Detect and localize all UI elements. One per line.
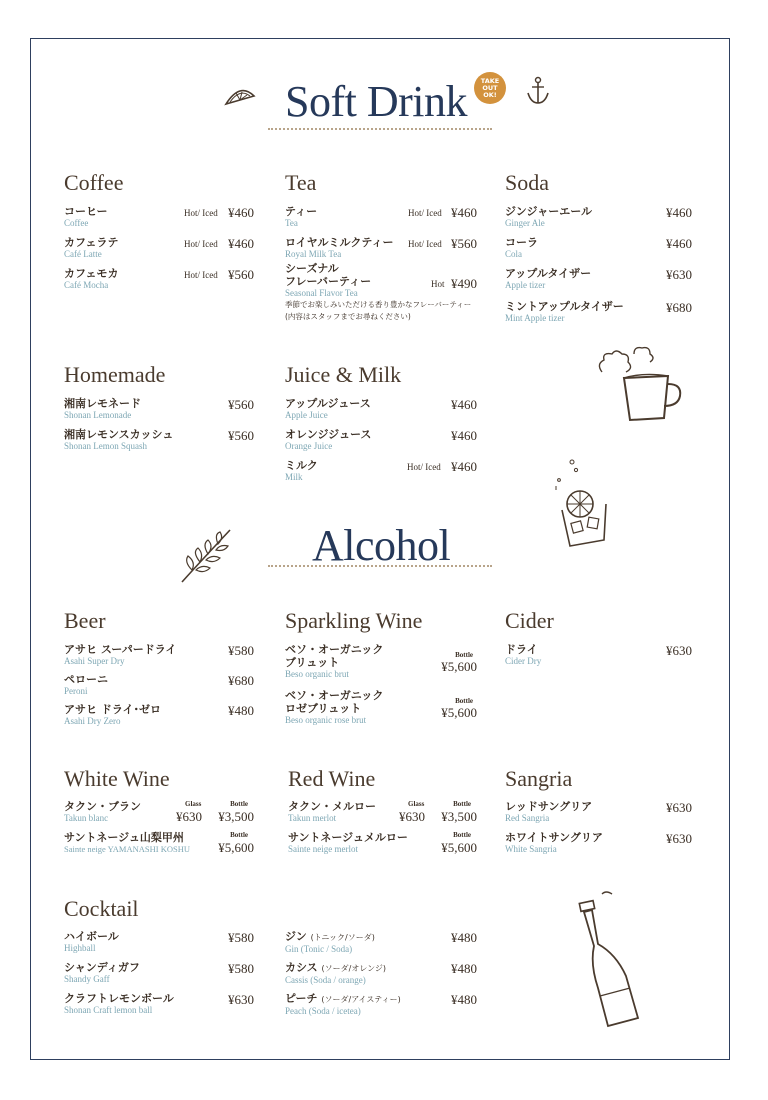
item-name: アサヒ ドライ･ゼロ — [64, 703, 161, 716]
item-english: Sainte neige merlot — [288, 844, 358, 854]
item-price: ¥480 — [451, 930, 477, 945]
glass-label: Glass — [185, 800, 202, 808]
item-name: コーヒー — [64, 205, 108, 218]
item-note: (内容はスタッフまでお尋ねください) — [285, 312, 411, 321]
bottle-price: ¥5,600 — [441, 840, 477, 855]
item-price: ¥5,600 — [441, 659, 477, 674]
item-price: ¥630 — [666, 643, 692, 658]
soda-heading: Soda — [505, 170, 549, 195]
bottle-price: ¥3,500 — [441, 809, 477, 824]
item-name: タクン・メルロー — [288, 800, 376, 813]
item-variant: (ソーダ/オレンジ) — [321, 964, 387, 973]
item-price: ¥460 — [666, 236, 692, 251]
item-english: Sainte neige YAMANASHI KOSHU — [64, 844, 190, 854]
menu-item — [285, 397, 477, 428]
item-english: Red Sangria — [505, 813, 550, 823]
item-name: クラフトレモンボール — [64, 992, 174, 1005]
item-name-line2: ロゼブリュット — [285, 702, 362, 715]
item-name: シーズナル — [285, 262, 339, 275]
item-english: Beso organic rose brut — [285, 715, 367, 725]
item-option: Hot/ Iced — [407, 462, 441, 472]
white-wine-heading: White Wine — [64, 766, 170, 791]
cocktail-list-left — [64, 930, 254, 1023]
item-name: ベソ・オーガニック — [285, 643, 384, 656]
mug-icon — [594, 344, 690, 424]
cocktail-list-right — [285, 930, 477, 1023]
soft-drink-divider — [268, 128, 492, 130]
item-price: ¥5,600 — [441, 705, 477, 720]
menu-item — [285, 459, 477, 490]
menu-item — [285, 643, 477, 689]
bottle-label: Bottle — [455, 651, 473, 659]
menu-item — [505, 267, 692, 300]
herb-branch-icon — [178, 526, 236, 584]
lemon-slice-icon — [222, 84, 258, 112]
menu-item — [285, 205, 477, 236]
item-name: カフェラテ — [64, 236, 119, 249]
menu-item — [64, 267, 254, 298]
menu-item — [288, 800, 477, 831]
item-name: アップルタイザー — [505, 267, 592, 280]
menu-item — [64, 643, 254, 673]
item-price: ¥460 — [451, 205, 477, 220]
item-name: コーラ — [505, 236, 538, 249]
item-name: タクン・ブラン — [64, 800, 141, 813]
item-english: Seasonal Flavor Tea — [285, 288, 358, 298]
alcohol-divider — [268, 565, 492, 567]
item-option: Hot/ Iced — [408, 239, 442, 249]
item-price: ¥460 — [451, 397, 477, 412]
item-english: Asahi Super Dry — [64, 656, 125, 666]
item-english: Peach (Soda / icetea) — [285, 1006, 361, 1016]
cocktail-heading: Cocktail — [64, 896, 139, 921]
item-price: ¥460 — [451, 428, 477, 443]
item-name: ベソ・オーガニック — [285, 689, 384, 702]
menu-item — [288, 831, 477, 862]
item-option: Hot/ Iced — [408, 208, 442, 218]
item-name: ドライ — [505, 643, 538, 656]
soft-drink-title: Soft Drink — [285, 77, 467, 126]
item-english: Cassis (Soda / orange) — [285, 975, 366, 985]
menu-item — [505, 300, 692, 331]
item-name: ジンジャーエール — [505, 205, 593, 218]
item-note: 季節でお楽しみいただける香り豊かなフレーバーティー — [285, 300, 472, 309]
menu-item — [64, 703, 254, 733]
item-name: ロイヤルミルクティー — [285, 236, 394, 249]
menu-item — [64, 428, 254, 459]
sangria-heading: Sangria — [505, 766, 573, 791]
item-variant: (ソーダ/アイスティー) — [321, 995, 401, 1004]
menu-item — [505, 236, 692, 267]
bottle-label: Bottle — [453, 831, 471, 839]
item-english: Peroni — [64, 686, 88, 696]
menu-item — [64, 930, 254, 961]
juice-milk-list — [285, 397, 477, 490]
item-english: Shonan Craft lemon ball — [64, 1005, 153, 1015]
item-name: オレンジジュース — [285, 428, 372, 441]
menu-item — [285, 992, 477, 1023]
item-name: 湘南レモンスカッシュ — [64, 428, 174, 441]
sparkling-wine-list — [285, 643, 477, 735]
glass-price: ¥630 — [399, 809, 425, 824]
item-option: Hot/ Iced — [184, 208, 218, 218]
item-name: サントネージュメルロー — [288, 831, 408, 844]
homemade-list — [64, 397, 254, 459]
menu-item — [64, 236, 254, 267]
item-english: Coffee — [64, 218, 89, 228]
red-wine-heading: Red Wine — [288, 766, 376, 791]
item-name: カフェモカ — [64, 267, 119, 280]
item-name: ピーチ — [285, 992, 318, 1005]
bottle-icon — [572, 888, 648, 1028]
item-name: ミントアップルタイザー — [505, 300, 624, 313]
take-out-badge: TAKE OUT OK! — [474, 72, 506, 104]
white-wine-list — [64, 800, 254, 862]
sangria-list — [505, 800, 692, 862]
menu-item — [285, 930, 477, 961]
item-price: ¥560 — [228, 267, 254, 282]
item-price: ¥480 — [451, 961, 477, 976]
menu-item — [505, 800, 692, 831]
item-price: ¥460 — [451, 459, 477, 474]
item-price: ¥560 — [228, 397, 254, 412]
item-name: 湘南レモネード — [64, 397, 141, 410]
item-price: ¥480 — [451, 992, 477, 1007]
glass-label: Glass — [408, 800, 425, 808]
menu-item — [64, 673, 254, 703]
item-price: ¥460 — [228, 205, 254, 220]
coffee-heading: Coffee — [64, 170, 124, 195]
tea-heading: Tea — [285, 170, 317, 195]
menu-item — [64, 961, 254, 992]
sparkling-wine-heading: Sparkling Wine — [285, 608, 423, 633]
iced-drink-icon — [550, 458, 614, 550]
item-english: Shonan Lemonade — [64, 410, 132, 420]
menu-item — [285, 961, 477, 992]
menu-item — [64, 397, 254, 428]
item-english: Takun blanc — [64, 813, 109, 823]
cider-list — [505, 643, 692, 673]
item-english: Café Mocha — [64, 280, 109, 290]
item-name: レッドサングリア — [505, 800, 593, 813]
menu-item — [64, 831, 254, 862]
item-english: White Sangria — [505, 844, 557, 854]
item-price: ¥460 — [666, 205, 692, 220]
item-price: ¥630 — [228, 992, 254, 1007]
item-english: Café Latte — [64, 249, 102, 259]
item-price: ¥490 — [451, 276, 477, 291]
item-name: ジン — [285, 930, 307, 943]
item-price: ¥580 — [228, 930, 254, 945]
item-english: Highball — [64, 943, 96, 953]
bottle-label: Bottle — [230, 831, 248, 839]
item-price: ¥680 — [666, 300, 692, 315]
item-name: アップルジュース — [285, 397, 371, 410]
bottle-label: Bottle — [453, 800, 471, 808]
item-price: ¥630 — [666, 831, 692, 846]
beer-heading: Beer — [64, 608, 106, 633]
item-price: ¥580 — [228, 643, 254, 658]
homemade-heading: Homemade — [64, 362, 166, 387]
menu-item — [285, 689, 477, 735]
juice-milk-heading: Juice & Milk — [285, 362, 402, 387]
tea-list — [285, 205, 477, 332]
item-variant: (トニック/ソーダ) — [310, 933, 375, 942]
item-name: アサヒ スーパードライ — [64, 643, 177, 656]
item-english: Milk — [285, 472, 303, 482]
item-english: Cider Dry — [505, 656, 542, 666]
item-english: Mint Apple tizer — [505, 313, 565, 323]
menu-item — [505, 205, 692, 236]
item-price: ¥460 — [228, 236, 254, 251]
alcohol-title: Alcohol — [312, 521, 451, 570]
menu-item — [505, 643, 692, 673]
beer-list — [64, 643, 254, 733]
bottle-label: Bottle — [230, 800, 248, 808]
item-price: ¥680 — [228, 673, 254, 688]
bottle-price: ¥3,500 — [218, 809, 254, 824]
coffee-list — [64, 205, 254, 298]
item-name: ペローニ — [64, 673, 108, 686]
item-english: Royal Milk Tea — [285, 249, 342, 259]
menu-item — [64, 205, 254, 236]
item-english: Ginger Ale — [505, 218, 545, 228]
item-name: サントネージュ山梨甲州 — [64, 831, 184, 844]
item-option: Hot — [431, 279, 445, 289]
item-price: ¥580 — [228, 961, 254, 976]
menu-item — [505, 831, 692, 862]
item-name: カシス — [285, 961, 318, 974]
menu-item — [285, 236, 477, 262]
red-wine-list — [288, 800, 477, 862]
item-english: Takun merlot — [288, 813, 337, 823]
item-price: ¥630 — [666, 800, 692, 815]
item-english: Apple Juice — [285, 410, 328, 420]
item-english: Beso organic brut — [285, 669, 349, 679]
item-english: Tea — [285, 218, 298, 228]
item-name-line2: ブリュット — [285, 656, 340, 669]
bottle-price: ¥5,600 — [218, 840, 254, 855]
item-price: ¥630 — [666, 267, 692, 282]
item-name: ハイボール — [64, 930, 119, 943]
item-english: Gin (Tonic / Soda) — [285, 944, 353, 954]
menu-item — [285, 428, 477, 459]
bottle-label: Bottle — [455, 697, 473, 705]
item-english: Asahi Dry Zero — [64, 716, 121, 726]
item-english: Apple tizer — [505, 280, 546, 290]
item-english: Shandy Gaff — [64, 974, 110, 984]
item-english: Cola — [505, 249, 522, 259]
item-english: Shonan Lemon Squash — [64, 441, 147, 451]
glass-price: ¥630 — [176, 809, 202, 824]
menu-item — [64, 992, 254, 1023]
item-english: Orange Juice — [285, 441, 333, 451]
menu-item — [285, 262, 477, 332]
item-option: Hot/ Iced — [184, 270, 218, 280]
item-name: ミルク — [285, 459, 318, 472]
item-name: ホワイトサングリア — [505, 831, 603, 844]
item-name: シャンディガフ — [64, 961, 140, 974]
cider-heading: Cider — [505, 608, 554, 633]
item-name: ティー — [285, 205, 318, 218]
item-name-line2: フレーバーティー — [285, 275, 372, 288]
anchor-icon — [525, 76, 551, 106]
item-price: ¥480 — [228, 703, 254, 718]
menu-item — [64, 800, 254, 831]
item-price: ¥560 — [228, 428, 254, 443]
item-option: Hot/ Iced — [184, 239, 218, 249]
item-price: ¥560 — [451, 236, 477, 251]
soda-list — [505, 205, 692, 331]
